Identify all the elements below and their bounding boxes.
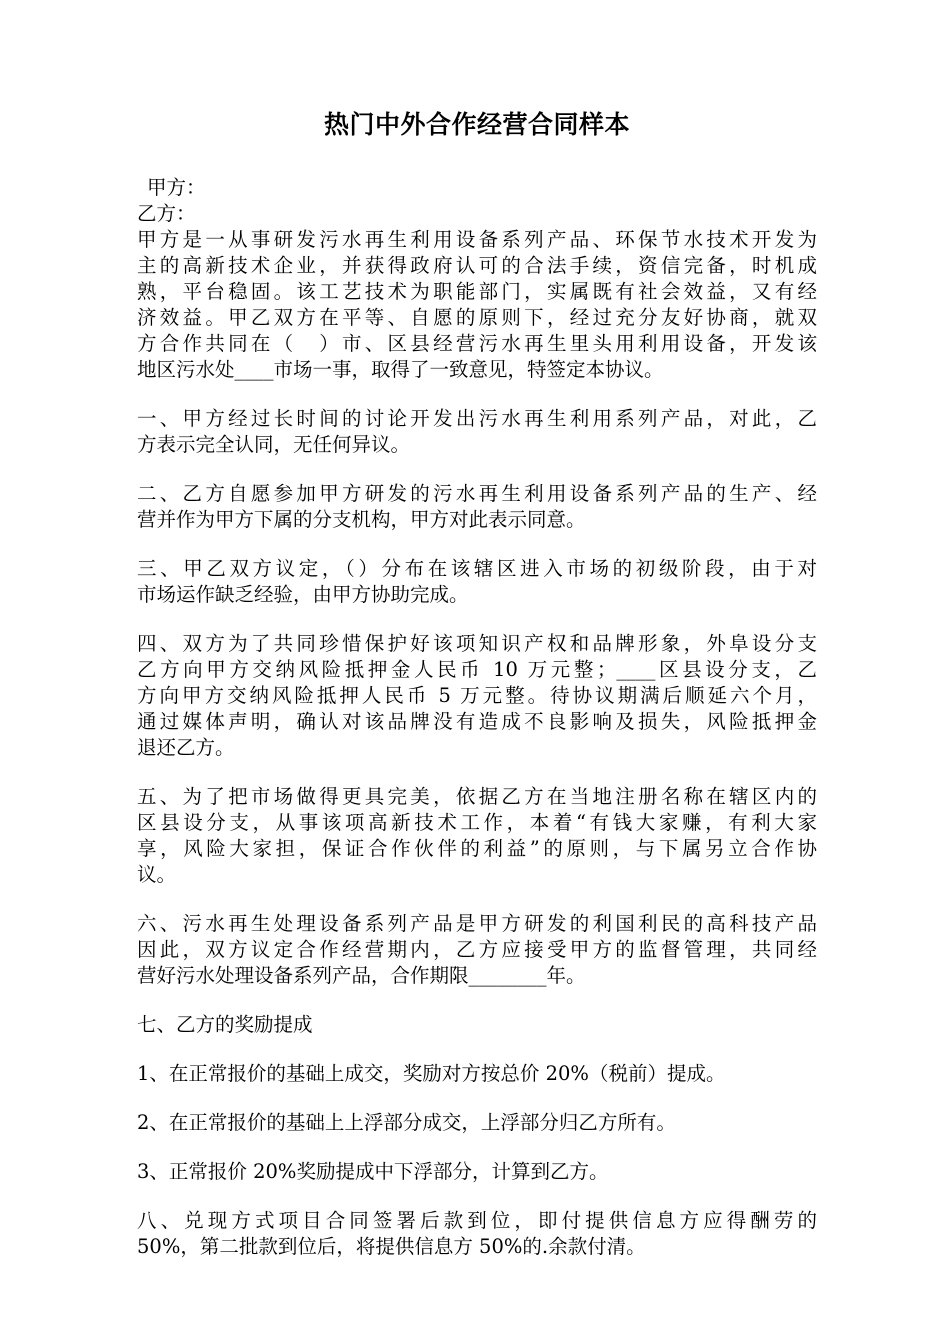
clause-7-item-2: 2、在正常报价的基础上上浮部分成交，上浮部分归乙方所有。	[137, 1111, 676, 1134]
clause-line: 区县设分支，从事该项高新技术工作，本着“有钱大家赚，有利大家	[137, 811, 817, 834]
party-b-label: 乙方：	[137, 202, 196, 225]
clause-1	[137, 406, 817, 458]
clause-line: 一、甲方经过长时间的讨论开发出污水再生利用系列产品，对此，乙	[137, 407, 817, 430]
intro-line: 熟，平台稳固。该工艺技术为职能部门，实属既有社会效益，又有经	[137, 280, 817, 303]
intro-line: 济效益。甲乙双方在平等、自愿的原则下，经过充分友好协商，就双	[137, 306, 817, 329]
clause-line: 四、双方为了共同珍惜保护好该项知识产权和品牌形象，外阜设分支	[137, 632, 817, 655]
clause-line: 三、甲乙双方议定，（）分布在该辖区进入市场的初级阶段，由于对	[137, 557, 817, 580]
intro-line: 方合作共同在（ ）市、区县经营污水再生里头用利用设备，开发该	[137, 332, 817, 355]
clause-line: 方表示完全认同，无任何异议。	[137, 433, 411, 456]
clause-line: 营好污水处理设备系列产品，合作期限________年。	[137, 964, 586, 987]
document-body	[137, 175, 817, 1260]
clause-line: 退还乙方。	[137, 736, 235, 759]
clause-7-item-3: 3、正常报价 20%奖励提成中下浮部分，计算到乙方。	[137, 1160, 609, 1183]
clause-line: 乙方向甲方交纳风险抵押金人民币 10 万元整；____区县设分支，乙	[137, 658, 817, 681]
intro-paragraph	[137, 227, 817, 383]
clause-line: 因此，双方议定合作经营期内，乙方应接受甲方的监督管理，共同经	[137, 938, 817, 961]
intro-line: 主的高新技术企业，并获得政府认可的合法手续，资信完备，时机成	[137, 254, 817, 277]
intro-line: 地区污水处____市场一事，取得了一致意见，特签定本协议。	[137, 358, 664, 381]
clause-4	[137, 631, 817, 761]
clause-line: 方向甲方交纳风险抵押人民币 5 万元整。待协议期满后顺延六个月，	[137, 684, 817, 707]
clause-5	[137, 784, 817, 888]
clause-8	[137, 1208, 817, 1260]
document-title: 热门中外合作经营合同样本	[323, 110, 630, 139]
party-a-label: 甲方：	[147, 176, 206, 199]
clause-line: 八、兑现方式项目合同签署后款到位，即付提供信息方应得酬劳的	[137, 1209, 817, 1232]
clause-line: 六、污水再生处理设备系列产品是甲方研发的利国利民的高科技产品	[137, 912, 817, 935]
clause-7-heading: 七、乙方的奖励提成	[137, 1013, 313, 1036]
clause-line: 二、乙方自愿参加甲方研发的污水再生利用设备系列产品的生产、经	[137, 482, 817, 505]
clause-line: 五、为了把市场做得更具完美，依据乙方在当地注册名称在辖区内的	[137, 785, 817, 808]
clause-line: 50%，第二批款到位后，将提供信息方 50%的.余款付清。	[137, 1235, 646, 1258]
clause-6	[137, 911, 817, 989]
clause-line: 议。	[137, 863, 177, 886]
clause-7-item-1: 1、在正常报价的基础上成交，奖励对方按总价 20%（税前）提成。	[137, 1062, 726, 1085]
intro-line: 甲方是一从事研发污水再生利用设备系列产品、环保节水技术开发为	[137, 228, 817, 251]
clause-line: 营并作为甲方下属的分支机构，甲方对此表示同意。	[137, 508, 586, 531]
clause-line: 通过媒体声明，确认对该品牌没有造成不良影响及损失，风险抵押金	[137, 710, 817, 733]
clause-line: 市场运作缺乏经验，由甲方协助完成。	[137, 583, 469, 606]
clause-line: 享，风险大家担，保证合作伙伴的利益”的原则，与下属另立合作协	[137, 837, 817, 860]
clause-2	[137, 481, 817, 533]
clause-3	[137, 556, 817, 608]
